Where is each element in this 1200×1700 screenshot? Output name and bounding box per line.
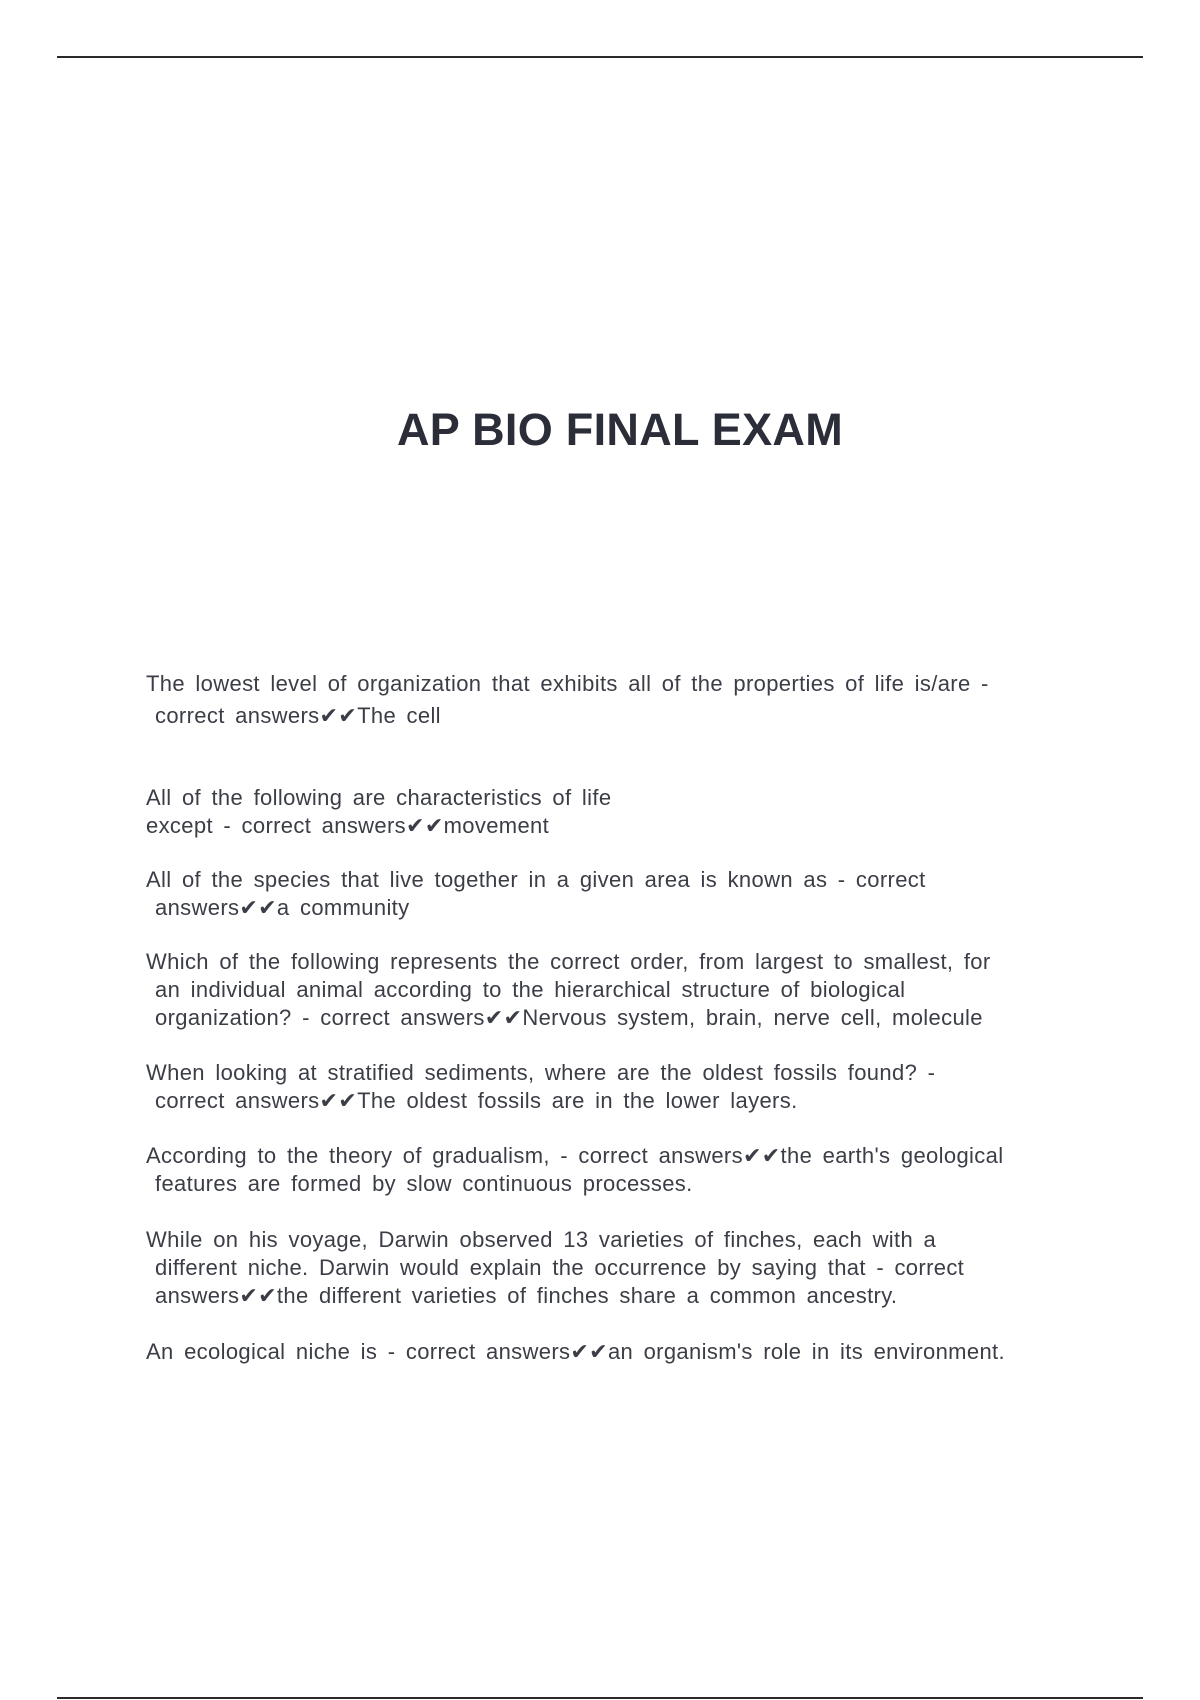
question-item [146,1226,1086,1310]
page-title: AP BIO FINAL EXAM [397,404,843,455]
answer-line: answers✔✔the different varieties of finches share a common ancestry. [155,1283,898,1308]
question-item [146,1059,1086,1115]
question-item [146,866,1086,922]
question-list [146,668,1086,1366]
answer-line: features are formed by slow continuous processes. [155,1171,693,1196]
question-line: While on his voyage, Darwin observed 13 varieties of finches, each with a [146,1227,937,1252]
bottom-rule [57,1697,1143,1699]
question-item [146,948,1086,1032]
answer-line: organization? - correct answers✔✔Nervous system, brain, nerve cell, molecule [155,1005,983,1030]
question-line: Which of the following represents the correct order, from largest to smallest, for [146,949,991,974]
question-item [146,668,1086,732]
question-line: The lowest level of organization that exhibits all of the properties of life is/are - [146,671,989,696]
question-item [146,1142,1086,1198]
question-item [146,784,1086,840]
answer-line: correct answers✔✔The oldest fossils are in the lower layers. [155,1088,798,1113]
question-line: When looking at stratified sediments, where are the oldest fossils found? - [146,1060,936,1085]
question-line: All of the following are characteristics of life [146,785,612,810]
question-line: an individual animal according to the hierarchical structure of biological [155,977,906,1002]
answer-line: answers✔✔a community [155,895,410,920]
question-line: All of the species that live together in a given area is known as - correct [146,867,926,892]
question-line: According to the theory of gradualism, - correct answers✔✔the earth's geological [146,1143,1004,1168]
answer-line: except - correct answers✔✔movement [146,813,550,838]
question-line: An ecological niche is - correct answers✔✔an organism's role in its environment. [146,1339,1005,1364]
top-rule [57,56,1143,58]
question-item [146,1338,1086,1366]
question-line: different niche. Darwin would explain the occurrence by saying that - correct [155,1255,965,1280]
answer-line: correct answers✔✔The cell [155,703,441,728]
